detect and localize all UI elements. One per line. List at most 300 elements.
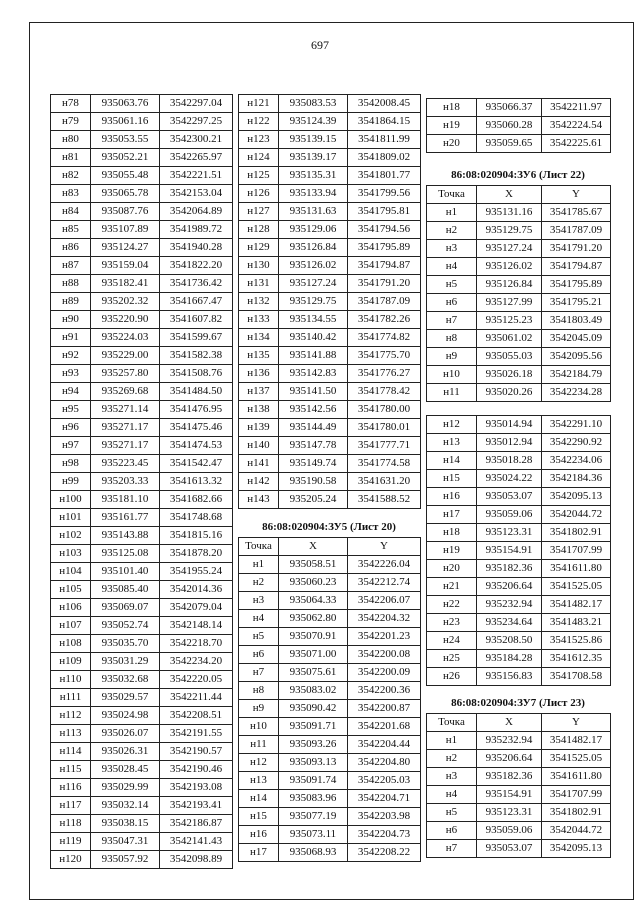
table-row [239,610,421,628]
x-coordinate-cell: 935047.31 [91,833,160,851]
x-coordinate-cell: 935125.23 [477,312,542,330]
point-id-cell: н82 [51,167,91,185]
y-coordinate-cell: 3542200.08 [348,646,421,664]
y-coordinate-cell: 3541542.47 [160,455,233,473]
column-header: Y [348,538,421,556]
y-coordinate-cell: 3542234.20 [160,653,233,671]
point-id-cell: н101 [51,509,91,527]
table-row [51,275,233,293]
table-row [427,768,611,786]
table-row [239,592,421,610]
point-id-cell: н26 [427,668,477,686]
point-id-cell: н109 [51,653,91,671]
table-row [51,581,233,599]
point-id-cell: н135 [239,347,279,365]
x-coordinate-cell: 935257.80 [91,365,160,383]
x-coordinate-cell: 935159.04 [91,257,160,275]
x-coordinate-cell: 935124.39 [279,113,348,131]
point-id-cell: н25 [427,650,477,668]
x-coordinate-cell: 935190.58 [279,473,348,491]
table-row [239,131,421,149]
y-coordinate-cell: 3542300.21 [160,131,233,149]
table-row [239,556,421,574]
y-coordinate-cell: 3541474.53 [160,437,233,455]
y-coordinate-cell: 3541508.76 [160,365,233,383]
x-coordinate-cell: 935205.24 [279,491,348,509]
y-coordinate-cell: 3541475.46 [160,419,233,437]
x-coordinate-cell: 935223.45 [91,455,160,473]
table-row [51,527,233,545]
x-coordinate-cell: 935057.92 [91,851,160,869]
table-row [239,628,421,646]
y-coordinate-cell: 3542079.04 [160,599,233,617]
table-row [427,240,611,258]
point-id-cell: н133 [239,311,279,329]
point-id-cell: н12 [427,416,477,434]
x-coordinate-cell: 935271.14 [91,401,160,419]
y-coordinate-cell: 3541476.95 [160,401,233,419]
point-id-cell: н117 [51,797,91,815]
point-id-cell: н108 [51,635,91,653]
point-id-cell: н132 [239,293,279,311]
y-coordinate-cell: 3542290.92 [542,434,611,452]
table-row [239,185,421,203]
y-coordinate-cell: 3542044.72 [542,822,611,840]
section-title-zu7: 86:08:020904:ЗУ7 (Лист 23) [451,697,585,709]
x-coordinate-cell: 935014.94 [477,416,542,434]
y-coordinate-cell: 3542226.04 [348,556,421,574]
table-row [427,596,611,614]
coordinates-table-a [50,94,233,869]
y-coordinate-cell: 3541525.05 [542,750,611,768]
y-coordinate-cell: 3542234.28 [542,384,611,402]
point-id-cell: н16 [427,488,477,506]
table-row [51,437,233,455]
y-coordinate-cell: 3541599.67 [160,329,233,347]
y-coordinate-cell: 3541791.20 [348,275,421,293]
y-coordinate-cell: 3542225.61 [542,135,611,153]
table-row [239,113,421,131]
point-id-cell: н118 [51,815,91,833]
x-coordinate-cell: 935127.99 [477,294,542,312]
x-coordinate-cell: 935026.18 [477,366,542,384]
y-coordinate-cell: 3541955.24 [160,563,233,581]
table-row [51,563,233,581]
x-coordinate-cell: 935123.31 [477,524,542,542]
point-id-cell: н134 [239,329,279,347]
point-id-cell: н10 [427,366,477,384]
y-coordinate-cell: 3541940.28 [160,239,233,257]
point-id-cell: н116 [51,779,91,797]
table-row [427,786,611,804]
y-coordinate-cell: 3541787.09 [542,222,611,240]
y-coordinate-cell: 3541776.27 [348,365,421,383]
point-id-cell: н126 [239,185,279,203]
x-coordinate-cell: 935206.64 [477,750,542,768]
x-coordinate-cell: 935126.02 [279,257,348,275]
x-coordinate-cell: 935029.57 [91,689,160,707]
x-coordinate-cell: 935062.80 [279,610,348,628]
point-id-cell: н22 [427,596,477,614]
point-id-cell: н130 [239,257,279,275]
point-id-cell: н97 [51,437,91,455]
table-row [427,578,611,596]
point-id-cell: н78 [51,95,91,113]
x-coordinate-cell: 935154.91 [477,542,542,560]
point-id-cell: н81 [51,149,91,167]
x-coordinate-cell: 935147.78 [279,437,348,455]
point-id-cell: н17 [239,844,279,862]
x-coordinate-cell: 935020.26 [477,384,542,402]
x-coordinate-cell: 935129.75 [477,222,542,240]
point-id-cell: н143 [239,491,279,509]
point-id-cell: н111 [51,689,91,707]
table-row [427,348,611,366]
point-id-cell: н3 [239,592,279,610]
y-coordinate-cell: 3542218.70 [160,635,233,653]
x-coordinate-cell: 935052.21 [91,149,160,167]
x-coordinate-cell: 935124.27 [91,239,160,257]
x-coordinate-cell: 935012.94 [477,434,542,452]
table-row [51,113,233,131]
x-coordinate-cell: 935073.11 [279,826,348,844]
y-coordinate-cell: 3541613.32 [160,473,233,491]
y-coordinate-cell: 3542186.87 [160,815,233,833]
x-coordinate-cell: 935059.65 [477,135,542,153]
table-row [51,455,233,473]
table-row [239,437,421,455]
x-coordinate-cell: 935234.64 [477,614,542,632]
table-row [239,167,421,185]
x-coordinate-cell: 935126.02 [477,258,542,276]
y-coordinate-cell: 3542193.08 [160,779,233,797]
point-id-cell: н20 [427,560,477,578]
y-coordinate-cell: 3541774.82 [348,329,421,347]
y-coordinate-cell: 3541795.81 [348,203,421,221]
point-id-cell: н93 [51,365,91,383]
x-coordinate-cell: 935127.24 [477,240,542,258]
point-id-cell: н107 [51,617,91,635]
point-id-cell: н98 [51,455,91,473]
y-coordinate-cell: 3541809.02 [348,149,421,167]
table-row [427,750,611,768]
point-id-cell: н19 [427,542,477,560]
table-row [427,222,611,240]
section-title-zu6: 86:08:020904:ЗУ6 (Лист 22) [451,169,585,181]
x-coordinate-cell: 935063.76 [91,95,160,113]
x-coordinate-cell: 935038.15 [91,815,160,833]
table-row [427,452,611,470]
table-row [427,804,611,822]
table-row [427,614,611,632]
page-number: 697 [311,38,329,52]
point-id-cell: н84 [51,203,91,221]
table-row [51,239,233,257]
point-id-cell: н102 [51,527,91,545]
y-coordinate-cell: 3542224.54 [542,117,611,135]
table-row [51,833,233,851]
table-row [239,700,421,718]
table-row [427,506,611,524]
y-coordinate-cell: 3541774.58 [348,455,421,473]
table-header-row [427,714,611,732]
y-coordinate-cell: 3541864.15 [348,113,421,131]
table-row [239,455,421,473]
table-row [239,844,421,862]
x-coordinate-cell: 935141.50 [279,383,348,401]
table-row [51,617,233,635]
x-coordinate-cell: 935031.29 [91,653,160,671]
point-id-cell: н142 [239,473,279,491]
x-coordinate-cell: 935134.55 [279,311,348,329]
table-row [427,258,611,276]
x-coordinate-cell: 935129.75 [279,293,348,311]
table-row [427,822,611,840]
table-row [51,149,233,167]
table-row [427,276,611,294]
table-row [51,131,233,149]
y-coordinate-cell: 3542204.44 [348,736,421,754]
coordinates-table-d [426,415,611,686]
point-id-cell: н137 [239,383,279,401]
y-coordinate-cell: 3541811.99 [348,131,421,149]
point-id-cell: н5 [427,276,477,294]
table-row [239,239,421,257]
x-coordinate-cell: 935069.07 [91,599,160,617]
point-id-cell: н79 [51,113,91,131]
table-header-row [239,538,421,556]
coordinates-table-zu6 [426,185,611,402]
point-id-cell: н99 [51,473,91,491]
y-coordinate-cell: 3541802.91 [542,524,611,542]
coordinates-table-b [238,94,421,509]
x-coordinate-cell: 935133.94 [279,185,348,203]
table-row [51,653,233,671]
y-coordinate-cell: 3542191.55 [160,725,233,743]
table-row [51,401,233,419]
x-coordinate-cell: 935208.50 [477,632,542,650]
point-id-cell: н14 [239,790,279,808]
y-coordinate-cell: 3542141.43 [160,833,233,851]
point-id-cell: н6 [427,822,477,840]
coordinates-table-c [426,98,611,153]
x-coordinate-cell: 935093.13 [279,754,348,772]
table-row [51,545,233,563]
x-coordinate-cell: 935035.70 [91,635,160,653]
point-id-cell: н106 [51,599,91,617]
table-row [427,488,611,506]
x-coordinate-cell: 935142.56 [279,401,348,419]
point-id-cell: н9 [427,348,477,366]
x-coordinate-cell: 935059.06 [477,822,542,840]
x-coordinate-cell: 935026.07 [91,725,160,743]
x-coordinate-cell: 935068.93 [279,844,348,862]
table-row [239,95,421,113]
x-coordinate-cell: 935055.48 [91,167,160,185]
x-coordinate-cell: 935060.28 [477,117,542,135]
table-row [51,725,233,743]
point-id-cell: н88 [51,275,91,293]
table-row [51,203,233,221]
x-coordinate-cell: 935182.36 [477,560,542,578]
x-coordinate-cell: 935028.45 [91,761,160,779]
table-row [239,401,421,419]
y-coordinate-cell: 3542095.13 [542,488,611,506]
y-coordinate-cell: 3542200.09 [348,664,421,682]
table-row [239,491,421,509]
section-title-zu5: 86:08:020904:ЗУ5 (Лист 20) [262,521,396,533]
table-row [51,851,233,869]
y-coordinate-cell: 3541707.99 [542,786,611,804]
x-coordinate-cell: 935125.08 [91,545,160,563]
table-row [427,470,611,488]
x-coordinate-cell: 935156.83 [477,668,542,686]
table-row [239,808,421,826]
point-id-cell: н139 [239,419,279,437]
point-id-cell: н10 [239,718,279,736]
x-coordinate-cell: 935271.17 [91,437,160,455]
table-row [239,772,421,790]
x-coordinate-cell: 935182.36 [477,768,542,786]
y-coordinate-cell: 3541582.38 [160,347,233,365]
x-coordinate-cell: 935229.00 [91,347,160,365]
y-coordinate-cell: 3541778.42 [348,383,421,401]
point-id-cell: н11 [427,384,477,402]
table-row [427,840,611,858]
point-id-cell: н8 [427,330,477,348]
x-coordinate-cell: 935083.53 [279,95,348,113]
point-id-cell: н7 [427,840,477,858]
point-id-cell: н131 [239,275,279,293]
y-coordinate-cell: 3541483.21 [542,614,611,632]
x-coordinate-cell: 935024.98 [91,707,160,725]
y-coordinate-cell: 3541611.80 [542,560,611,578]
y-coordinate-cell: 3542095.13 [542,840,611,858]
y-coordinate-cell: 3542045.09 [542,330,611,348]
point-id-cell: н14 [427,452,477,470]
y-coordinate-cell: 3541748.68 [160,509,233,527]
table-row [239,329,421,347]
y-coordinate-cell: 3541682.66 [160,491,233,509]
table-row [51,311,233,329]
x-coordinate-cell: 935139.17 [279,149,348,167]
y-coordinate-cell: 3542203.98 [348,808,421,826]
x-coordinate-cell: 935139.15 [279,131,348,149]
y-coordinate-cell: 3541780.01 [348,419,421,437]
x-coordinate-cell: 935129.06 [279,221,348,239]
y-coordinate-cell: 3542095.56 [542,348,611,366]
x-coordinate-cell: 935029.99 [91,779,160,797]
table-row [51,797,233,815]
point-id-cell: н4 [239,610,279,628]
x-coordinate-cell: 935064.33 [279,592,348,610]
table-row [51,671,233,689]
y-coordinate-cell: 3541815.16 [160,527,233,545]
y-coordinate-cell: 3541802.91 [542,804,611,822]
table-row [239,347,421,365]
point-id-cell: н113 [51,725,91,743]
table-row [51,365,233,383]
point-id-cell: н110 [51,671,91,689]
coordinates-table-zu7 [426,713,611,858]
table-row [51,473,233,491]
point-id-cell: н83 [51,185,91,203]
point-id-cell: н20 [427,135,477,153]
x-coordinate-cell: 935232.94 [477,732,542,750]
x-coordinate-cell: 935071.00 [279,646,348,664]
y-coordinate-cell: 3541611.80 [542,768,611,786]
x-coordinate-cell: 935154.91 [477,786,542,804]
table-row [239,790,421,808]
point-id-cell: н13 [239,772,279,790]
table-row [51,293,233,311]
table-row [239,149,421,167]
point-id-cell: н16 [239,826,279,844]
table-row [239,257,421,275]
y-coordinate-cell: 3542190.46 [160,761,233,779]
y-coordinate-cell: 3541801.77 [348,167,421,185]
y-coordinate-cell: 3542205.03 [348,772,421,790]
point-id-cell: н123 [239,131,279,149]
table-row [51,329,233,347]
y-coordinate-cell: 3542190.57 [160,743,233,761]
y-coordinate-cell: 3541667.47 [160,293,233,311]
table-row [239,646,421,664]
y-coordinate-cell: 3541787.09 [348,293,421,311]
x-coordinate-cell: 935144.49 [279,419,348,437]
x-coordinate-cell: 935184.28 [477,650,542,668]
table-row [427,117,611,135]
column-header: X [477,714,542,732]
point-id-cell: н21 [427,578,477,596]
table-row [51,689,233,707]
y-coordinate-cell: 3542204.71 [348,790,421,808]
y-coordinate-cell: 3542148.14 [160,617,233,635]
y-coordinate-cell: 3541878.20 [160,545,233,563]
point-id-cell: н17 [427,506,477,524]
y-coordinate-cell: 3541780.00 [348,401,421,419]
table-row [51,95,233,113]
point-id-cell: н141 [239,455,279,473]
y-coordinate-cell: 3541607.82 [160,311,233,329]
x-coordinate-cell: 935024.22 [477,470,542,488]
x-coordinate-cell: 935140.42 [279,329,348,347]
y-coordinate-cell: 3542014.36 [160,581,233,599]
point-id-cell: н91 [51,329,91,347]
point-id-cell: н127 [239,203,279,221]
y-coordinate-cell: 3541989.72 [160,221,233,239]
table-row [427,560,611,578]
x-coordinate-cell: 935131.63 [279,203,348,221]
table-row [239,664,421,682]
point-id-cell: н90 [51,311,91,329]
point-id-cell: н125 [239,167,279,185]
table-row [239,754,421,772]
y-coordinate-cell: 3542211.97 [542,99,611,117]
x-coordinate-cell: 935058.51 [279,556,348,574]
column-header: X [279,538,348,556]
point-id-cell: н128 [239,221,279,239]
y-coordinate-cell: 3541484.50 [160,383,233,401]
y-coordinate-cell: 3542184.36 [542,470,611,488]
x-coordinate-cell: 935055.03 [477,348,542,366]
point-id-cell: н1 [239,556,279,574]
table-row [51,815,233,833]
point-id-cell: н9 [239,700,279,718]
x-coordinate-cell: 935101.40 [91,563,160,581]
table-row [239,221,421,239]
table-row [239,682,421,700]
